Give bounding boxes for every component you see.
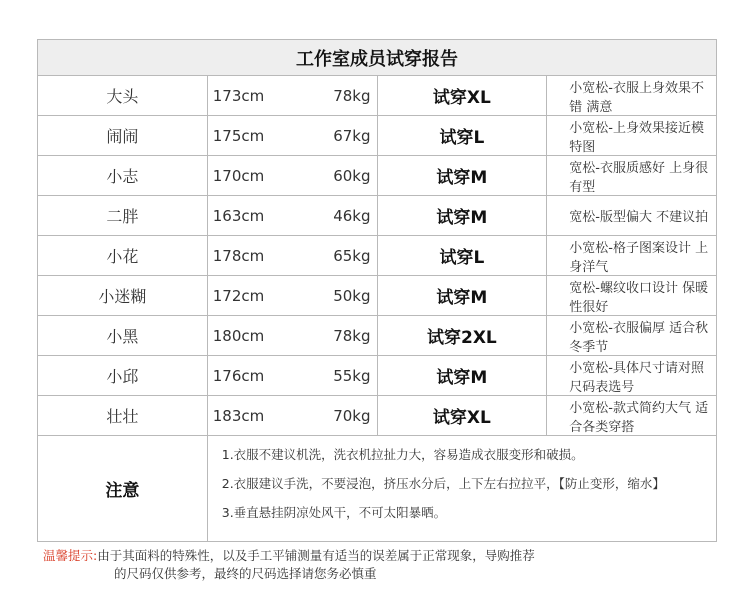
- member-measurements: [207, 116, 377, 156]
- tip-line-2: 的尺码仅供参考，最终的尺码选择请您务必慎重: [114, 566, 377, 581]
- member-measurements: [207, 76, 377, 116]
- member-row: [38, 356, 717, 396]
- member-height: 173cm: [212, 87, 265, 105]
- member-weight: 50kg: [333, 287, 371, 305]
- member-weight: 78kg: [333, 327, 371, 345]
- member-height: 170cm: [212, 167, 265, 185]
- fitting-report: [37, 39, 717, 542]
- member-height: 175cm: [212, 127, 265, 145]
- notice-item: 2.衣服建议手洗，不要浸泡，挤压水分后，上下左右拉拉平，【防止变形，缩水】: [221, 476, 665, 491]
- member-weight: 78kg: [333, 87, 371, 105]
- member-weight: 67kg: [333, 127, 371, 145]
- member-row: [38, 116, 717, 156]
- notice-item: 3.垂直悬挂阴凉处风干，不可太阳暴晒。: [221, 505, 447, 520]
- member-row: [38, 236, 717, 276]
- tried-size: 试穿L: [377, 236, 547, 276]
- tried-size: 试穿M: [377, 156, 547, 196]
- member-name: 二胖: [38, 196, 208, 236]
- member-weight: 60kg: [333, 167, 371, 185]
- notice-label: 注意: [38, 436, 208, 542]
- warm-tip: [43, 547, 535, 583]
- fit-comment: 宽松-螺纹收口设计 保暖性很好: [547, 276, 717, 316]
- member-height: 172cm: [212, 287, 265, 305]
- fit-comment: 小宽松-上身效果接近模特图: [547, 116, 717, 156]
- tried-size: 试穿XL: [377, 396, 547, 436]
- tried-size: 试穿M: [377, 276, 547, 316]
- member-measurements: [207, 356, 377, 396]
- member-name: 闹闹: [38, 116, 208, 156]
- member-row: [38, 276, 717, 316]
- member-measurements: [207, 236, 377, 276]
- member-height: 178cm: [212, 247, 265, 265]
- member-row: [38, 196, 717, 236]
- member-weight: 65kg: [333, 247, 371, 265]
- member-row: [38, 316, 717, 356]
- report-title: 工作室成员试穿报告: [38, 40, 717, 76]
- member-weight: 46kg: [333, 207, 371, 225]
- member-name: 小志: [38, 156, 208, 196]
- member-name: 小花: [38, 236, 208, 276]
- fit-comment: 小宽松-衣服偏厚 适合秋冬季节: [547, 316, 717, 356]
- member-row: [38, 156, 717, 196]
- notice-row: [38, 436, 717, 542]
- member-rows: [38, 76, 717, 436]
- tried-size: 试穿2XL: [377, 316, 547, 356]
- title-row: [38, 40, 717, 76]
- fit-comment: 小宽松-具体尺寸请对照尺码表选号: [547, 356, 717, 396]
- tip-line-1: 由于其面料的特殊性，以及手工平铺测量有适当的误差属于正常现象，导购推荐: [97, 548, 535, 563]
- member-name: 小迷糊: [38, 276, 208, 316]
- member-height: 183cm: [212, 407, 265, 425]
- member-height: 163cm: [212, 207, 265, 225]
- notice-list: [207, 436, 716, 542]
- member-height: 180cm: [212, 327, 265, 345]
- tried-size: 试穿M: [377, 196, 547, 236]
- member-measurements: [207, 156, 377, 196]
- tried-size: 试穿M: [377, 356, 547, 396]
- member-measurements: [207, 276, 377, 316]
- fit-comment: 宽松-衣服质感好 上身很有型: [547, 156, 717, 196]
- notice-item: 1.衣服不建议机洗，洗衣机拉扯力大，容易造成衣服变形和破损。: [221, 447, 584, 462]
- member-name: 大头: [38, 76, 208, 116]
- tried-size: 试穿L: [377, 116, 547, 156]
- tip-label: 温馨提示:: [43, 548, 98, 563]
- member-row: [38, 396, 717, 436]
- member-measurements: [207, 196, 377, 236]
- member-measurements: [207, 396, 377, 436]
- tried-size: 试穿XL: [377, 76, 547, 116]
- member-name: 小邱: [38, 356, 208, 396]
- member-weight: 55kg: [333, 367, 371, 385]
- member-name: 壮壮: [38, 396, 208, 436]
- fit-comment: 小宽松-款式简约大气 适合各类穿搭: [547, 396, 717, 436]
- member-weight: 70kg: [333, 407, 371, 425]
- member-row: [38, 76, 717, 116]
- member-measurements: [207, 316, 377, 356]
- member-name: 小黑: [38, 316, 208, 356]
- fit-comment: 小宽松-衣服上身效果不错 满意: [547, 76, 717, 116]
- report-table: [37, 39, 717, 542]
- fit-comment: 宽松-版型偏大 不建议拍: [547, 196, 717, 236]
- member-height: 176cm: [212, 367, 265, 385]
- fit-comment: 小宽松-格子图案设计 上身洋气: [547, 236, 717, 276]
